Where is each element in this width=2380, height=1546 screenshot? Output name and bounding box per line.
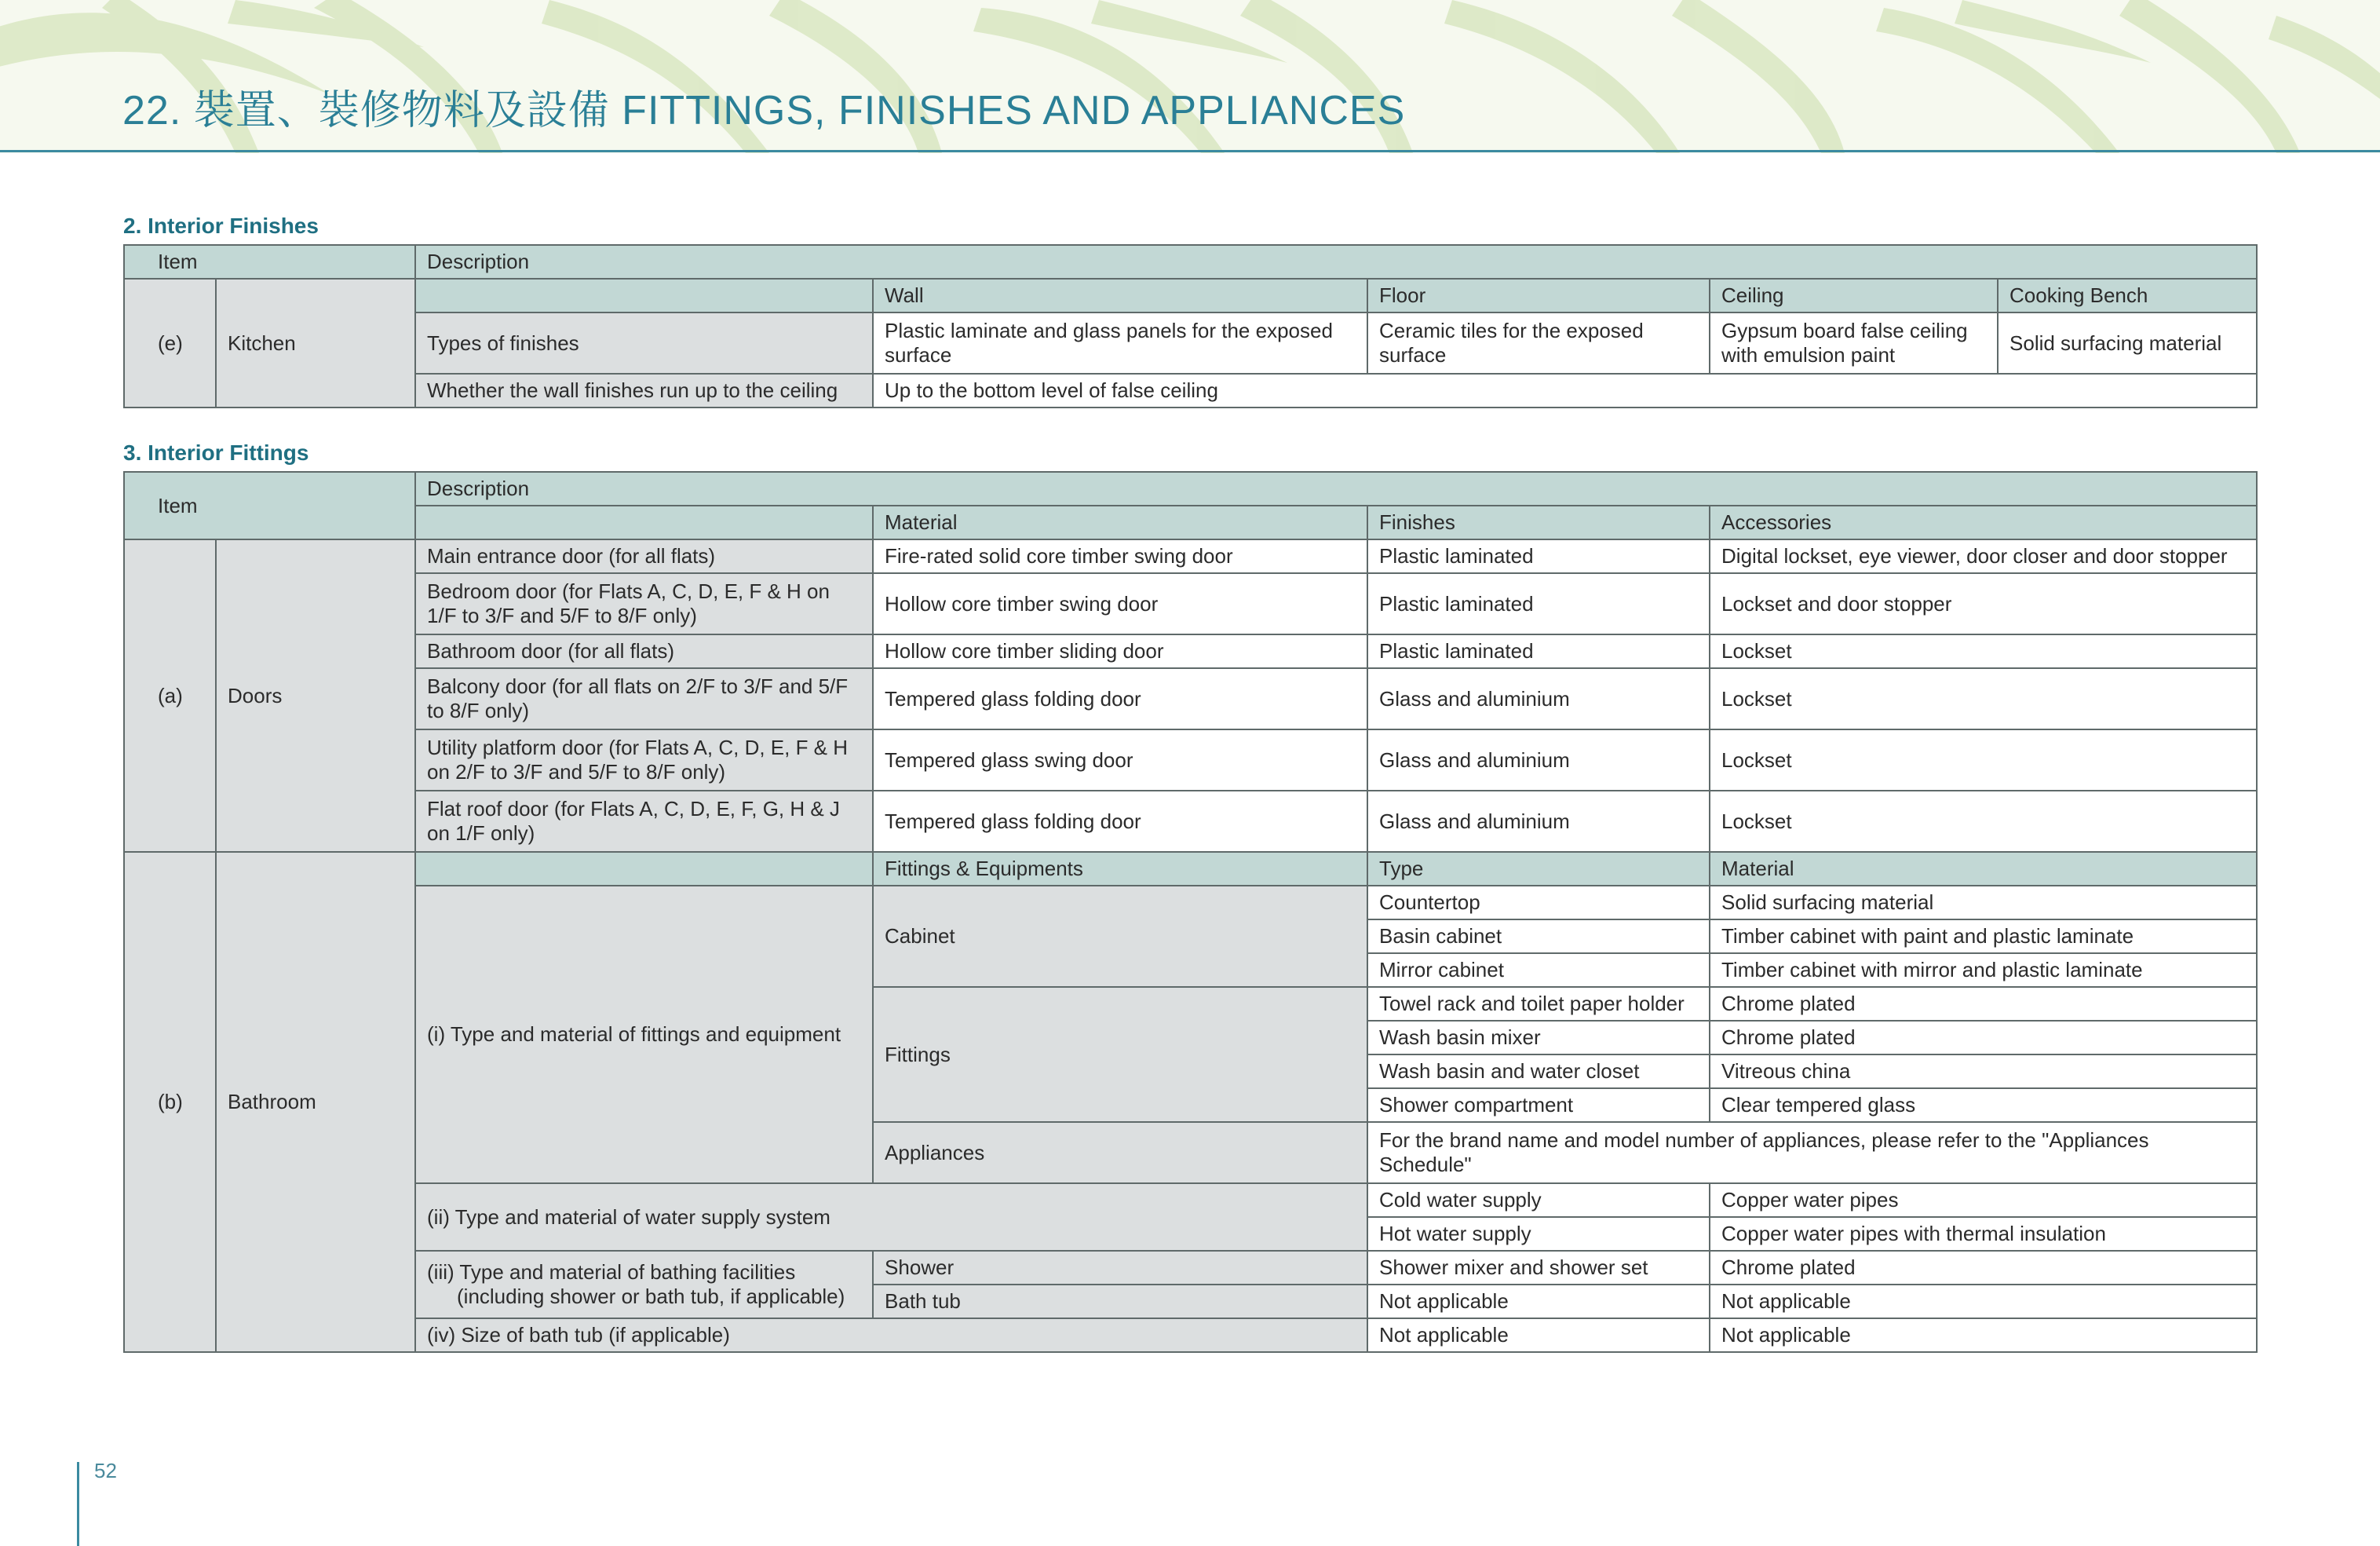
door-label: Flat roof door (for Flats A, C, D, E, F, G, H & J on 1/F only) [415, 791, 873, 852]
bathing-item-type: Not applicable [1367, 1285, 1710, 1318]
door-finishes: Glass and aluminium [1367, 668, 1710, 729]
fittings-label: Fittings [873, 987, 1367, 1122]
water-supply-type: Cold water supply [1367, 1183, 1710, 1217]
door-header-finishes: Finishes [1367, 506, 1710, 539]
door-accessories: Lockset [1710, 668, 2257, 729]
door-accessories: Lockset and door stopper [1710, 573, 2257, 634]
bathing-facilities-label [415, 1251, 873, 1318]
wall-run-up-label: Whether the wall finishes run up to the ceiling [415, 374, 873, 408]
door-label: Bathroom door (for all flats) [415, 634, 873, 668]
kitchen-name: Kitchen [216, 279, 415, 408]
door-material: Fire-rated solid core timber swing door [873, 539, 1367, 573]
cabinet-type: Countertop [1367, 886, 1710, 919]
col-description-header: Description [415, 472, 2257, 506]
cabinet-material: Timber cabinet with paint and plastic laminate [1710, 919, 2257, 953]
kitchen-code: (e) [124, 279, 216, 408]
door-header-accessories: Accessories [1710, 506, 2257, 539]
water-supply-material: Copper water pipes with thermal insulation [1710, 1217, 2257, 1251]
door-finishes: Plastic laminated [1367, 539, 1710, 573]
door-finishes: Glass and aluminium [1367, 729, 1710, 791]
bath-header-type: Type [1367, 852, 1710, 886]
door-label: Balcony door (for all flats on 2/F to 3/F and 5/F to 8/F only) [415, 668, 873, 729]
fitting-type: Wash basin and water closet [1367, 1054, 1710, 1088]
cabinet-type: Basin cabinet [1367, 919, 1710, 953]
door-label: Main entrance door (for all flats) [415, 539, 873, 573]
door-accessories: Lockset [1710, 791, 2257, 852]
bathing-item-material: Not applicable [1710, 1285, 2257, 1318]
interior-fittings-table [123, 471, 2258, 1353]
door-material: Tempered glass folding door [873, 791, 1367, 852]
doors-name: Doors [216, 539, 415, 852]
kitchen-floor-finish: Ceramic tiles for the exposed surface [1367, 312, 1710, 374]
water-supply-material: Copper water pipes [1710, 1183, 2257, 1217]
bath-header-fittings-equipments: Fittings & Equipments [873, 852, 1367, 886]
cabinet-label: Cabinet [873, 886, 1367, 987]
bath-tub-size-label: (iv) Size of bath tub (if applicable) [415, 1318, 1367, 1352]
door-accessories: Lockset [1710, 729, 2257, 791]
subheader-floor: Floor [1367, 279, 1710, 312]
appliances-label: Appliances [873, 1122, 1367, 1183]
subheader-blank [415, 279, 873, 312]
door-material: Hollow core timber sliding door [873, 634, 1367, 668]
page-title: 22. 裝置、裝修物料及設備 FITTINGS, FINISHES AND APPLIANCES [122, 88, 1406, 133]
bathroom-code: (b) [124, 852, 216, 1352]
page-number-bar [77, 1462, 79, 1546]
fitting-type: Wash basin mixer [1367, 1021, 1710, 1054]
water-supply-type: Hot water supply [1367, 1217, 1710, 1251]
door-finishes: Plastic laminated [1367, 634, 1710, 668]
col-item-header: Item [124, 472, 415, 539]
bathing-item-type: Shower mixer and shower set [1367, 1251, 1710, 1285]
col-item-header: Item [124, 245, 415, 279]
kitchen-cooking-bench-finish: Solid surfacing material [1998, 312, 2257, 374]
door-material: Hollow core timber swing door [873, 573, 1367, 634]
bath-tub-size-material: Not applicable [1710, 1318, 2257, 1352]
door-header-blank [415, 506, 873, 539]
bath-tub-size-type: Not applicable [1367, 1318, 1710, 1352]
water-supply-label: (ii) Type and material of water supply system [415, 1183, 1367, 1251]
door-material: Tempered glass folding door [873, 668, 1367, 729]
page-number: 52 [94, 1459, 117, 1482]
wall-run-up-value: Up to the bottom level of false ceiling [873, 374, 2257, 408]
cabinet-material: Solid surfacing material [1710, 886, 2257, 919]
bath-header-material: Material [1710, 852, 2257, 886]
subheader-wall: Wall [873, 279, 1367, 312]
types-of-finishes-label: Types of finishes [415, 312, 873, 374]
door-finishes: Glass and aluminium [1367, 791, 1710, 852]
interior-finishes-table [123, 244, 2258, 408]
appliances-note: For the brand name and model number of appliances, please refer to the "Appliances Schedule" [1367, 1122, 2257, 1183]
title-divider [0, 150, 2380, 152]
door-label: Utility platform door (for Flats A, C, D, E, F & H on 2/F to 3/F and 5/F to 8/F only) [415, 729, 873, 791]
bathing-item-material: Chrome plated [1710, 1251, 2257, 1285]
fitting-type: Shower compartment [1367, 1088, 1710, 1122]
bathing-item-name: Bath tub [873, 1285, 1367, 1318]
door-material: Tempered glass swing door [873, 729, 1367, 791]
bathing-facilities-text: (iii) Type and material of bathing facilities (including shower or bath tub, if applicable) [427, 1260, 845, 1308]
door-accessories: Digital lockset, eye viewer, door closer and door stopper [1710, 539, 2257, 573]
fitting-material: Chrome plated [1710, 987, 2257, 1021]
fitting-material: Chrome plated [1710, 1021, 2257, 1054]
door-finishes: Plastic laminated [1367, 573, 1710, 634]
door-accessories: Lockset [1710, 634, 2257, 668]
fitting-material: Clear tempered glass [1710, 1088, 2257, 1122]
col-description-header: Description [415, 245, 2257, 279]
section-heading-interior-finishes: 2. Interior Finishes [123, 214, 319, 238]
cabinet-type: Mirror cabinet [1367, 953, 1710, 987]
kitchen-wall-finish: Plastic laminate and glass panels for the exposed surface [873, 312, 1367, 374]
fittings-equipment-label: (i) Type and material of fittings and equipment [415, 886, 873, 1183]
fitting-material: Vitreous china [1710, 1054, 2257, 1088]
section-heading-interior-fittings: 3. Interior Fittings [123, 440, 309, 465]
subheader-cooking-bench: Cooking Bench [1998, 279, 2257, 312]
subheader-ceiling: Ceiling [1710, 279, 1998, 312]
bathing-item-name: Shower [873, 1251, 1367, 1285]
bathroom-name: Bathroom [216, 852, 415, 1352]
fitting-type: Towel rack and toilet paper holder [1367, 987, 1710, 1021]
door-header-material: Material [873, 506, 1367, 539]
bath-header-blank [415, 852, 873, 886]
kitchen-ceiling-finish: Gypsum board false ceiling with emulsion paint [1710, 312, 1998, 374]
door-label: Bedroom door (for Flats A, C, D, E, F & H on 1/F to 3/F and 5/F to 8/F only) [415, 573, 873, 634]
doors-code: (a) [124, 539, 216, 852]
cabinet-material: Timber cabinet with mirror and plastic laminate [1710, 953, 2257, 987]
